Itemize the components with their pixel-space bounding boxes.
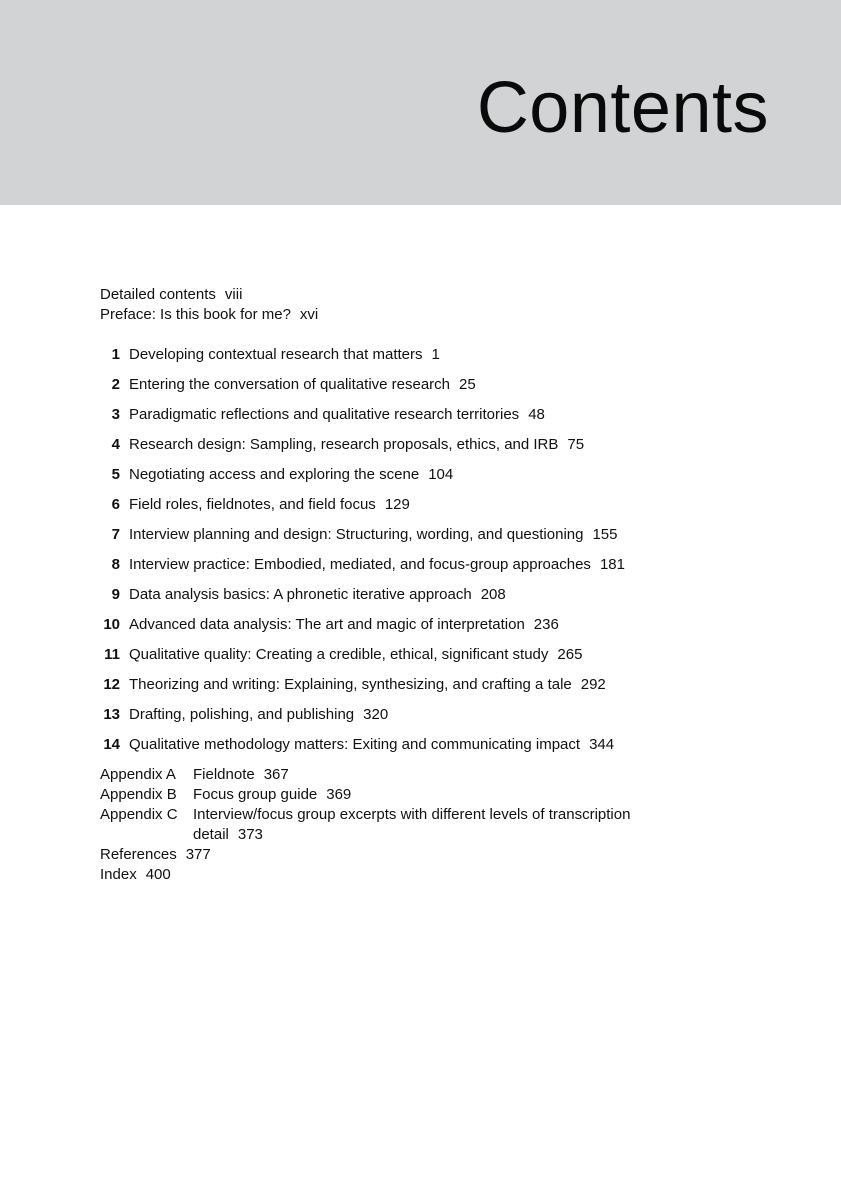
chapter-page: 155 [592,526,618,543]
chapter-number: 5 [111,466,120,483]
appendix-entry-c[interactable] [100,805,720,845]
chapter-title: Data analysis basics: A phronetic iterative approach [129,586,472,603]
chapter-number: 12 [103,676,120,693]
chapter-entry-12[interactable] [100,675,720,705]
chapter-page: 48 [528,406,545,423]
toc-entry-detailed-contents[interactable] [100,285,720,305]
chapter-entry-9[interactable] [100,585,720,615]
entry-page: 400 [145,866,171,883]
chapter-list [100,345,720,765]
chapter-page: 75 [567,436,585,453]
appendix-label: Appendix C [100,806,178,823]
header-band [0,0,841,205]
chapter-page: 104 [428,466,454,483]
chapter-title: Interview planning and design: Structuring, wording, and questioning [129,526,584,543]
chapter-entry-11[interactable] [100,645,720,675]
chapter-title: Drafting, polishing, and publishing [129,706,355,723]
chapter-title: Research design: Sampling, research proposals, ethics, and IRB [129,436,559,453]
chapter-entry-8[interactable] [100,555,720,585]
chapter-page: 208 [480,586,506,603]
chapter-entry-5[interactable] [100,465,720,495]
chapter-page: 320 [363,706,389,723]
appendix-label: Appendix A [100,766,176,783]
chapter-title: Negotiating access and exploring the scene [129,466,420,483]
chapter-entry-1[interactable] [100,345,720,375]
chapter-number: 9 [111,586,120,603]
appendix-text [193,785,663,805]
chapter-number: 13 [103,706,120,723]
chapter-number: 1 [111,346,120,363]
front-matter-list [100,285,720,325]
chapter-title: Qualitative methodology matters: Exiting and communicating impact [129,736,581,753]
appendix-page: 369 [326,786,352,803]
chapter-number: 8 [111,556,120,573]
toc-entry-preface[interactable] [100,305,720,325]
chapter-page: 181 [599,556,625,573]
chapter-page: 344 [589,736,615,753]
chapter-page: 265 [557,646,583,663]
chapter-entry-6[interactable] [100,495,720,525]
chapter-entry-4[interactable] [100,435,720,465]
chapter-entry-3[interactable] [100,405,720,435]
chapter-number: 10 [103,616,120,633]
chapter-page: 292 [580,676,606,693]
chapter-entry-2[interactable] [100,375,720,405]
chapter-title: Qualitative quality: Creating a credible, ethical, significant study [129,646,549,663]
chapter-number: 3 [111,406,120,423]
appendix-entry-b[interactable] [100,785,720,805]
toc-entry-references[interactable] [100,845,720,865]
page-title: Contents [476,68,769,148]
chapter-page: 25 [459,376,476,393]
chapter-entry-7[interactable] [100,525,720,555]
appendix-title: Interview/focus group excerpts with different levels of transcription detail [193,806,631,843]
entry-page: xvi [299,306,319,323]
chapter-page: 1 [431,346,440,363]
chapter-number: 6 [111,496,120,513]
chapter-title: Interview practice: Embodied, mediated, and focus-group approaches [129,556,591,573]
table-of-contents [100,285,720,885]
chapter-title: Advanced data analysis: The art and magic of interpretation [129,616,525,633]
chapter-entry-13[interactable] [100,705,720,735]
chapter-entry-14[interactable] [100,735,720,765]
appendix-text [193,765,663,785]
chapter-title: Theorizing and writing: Explaining, synthesizing, and crafting a tale [129,676,572,693]
chapter-title: Entering the conversation of qualitative research [129,376,451,393]
chapter-title: Paradigmatic reflections and qualitative research territories [129,406,520,423]
chapter-page: 236 [533,616,559,633]
chapter-page: 129 [384,496,410,513]
entry-title: Detailed contents [100,286,216,303]
entry-title: Preface: Is this book for me? [100,306,291,323]
chapter-number: 2 [111,376,120,393]
appendix-page: 373 [237,826,263,843]
appendix-label: Appendix B [100,786,177,803]
entry-page: 377 [185,846,211,863]
entry-title: Index [100,866,137,883]
chapter-number: 11 [104,646,120,663]
chapter-title: Field roles, fieldnotes, and field focus [129,496,376,513]
entry-page: viii [224,286,243,303]
entry-title: References [100,846,177,863]
chapter-number: 7 [111,526,120,543]
chapter-title: Developing contextual research that matters [129,346,423,363]
appendix-text [193,805,663,845]
chapter-number: 4 [111,436,120,453]
chapter-number: 14 [103,736,120,753]
appendix-page: 367 [263,766,289,783]
appendix-title: Fieldnote [193,766,255,783]
back-matter-list [100,765,720,885]
appendix-entry-a[interactable] [100,765,720,785]
toc-entry-index[interactable] [100,865,720,885]
chapter-entry-10[interactable] [100,615,720,645]
appendix-title: Focus group guide [193,786,318,803]
